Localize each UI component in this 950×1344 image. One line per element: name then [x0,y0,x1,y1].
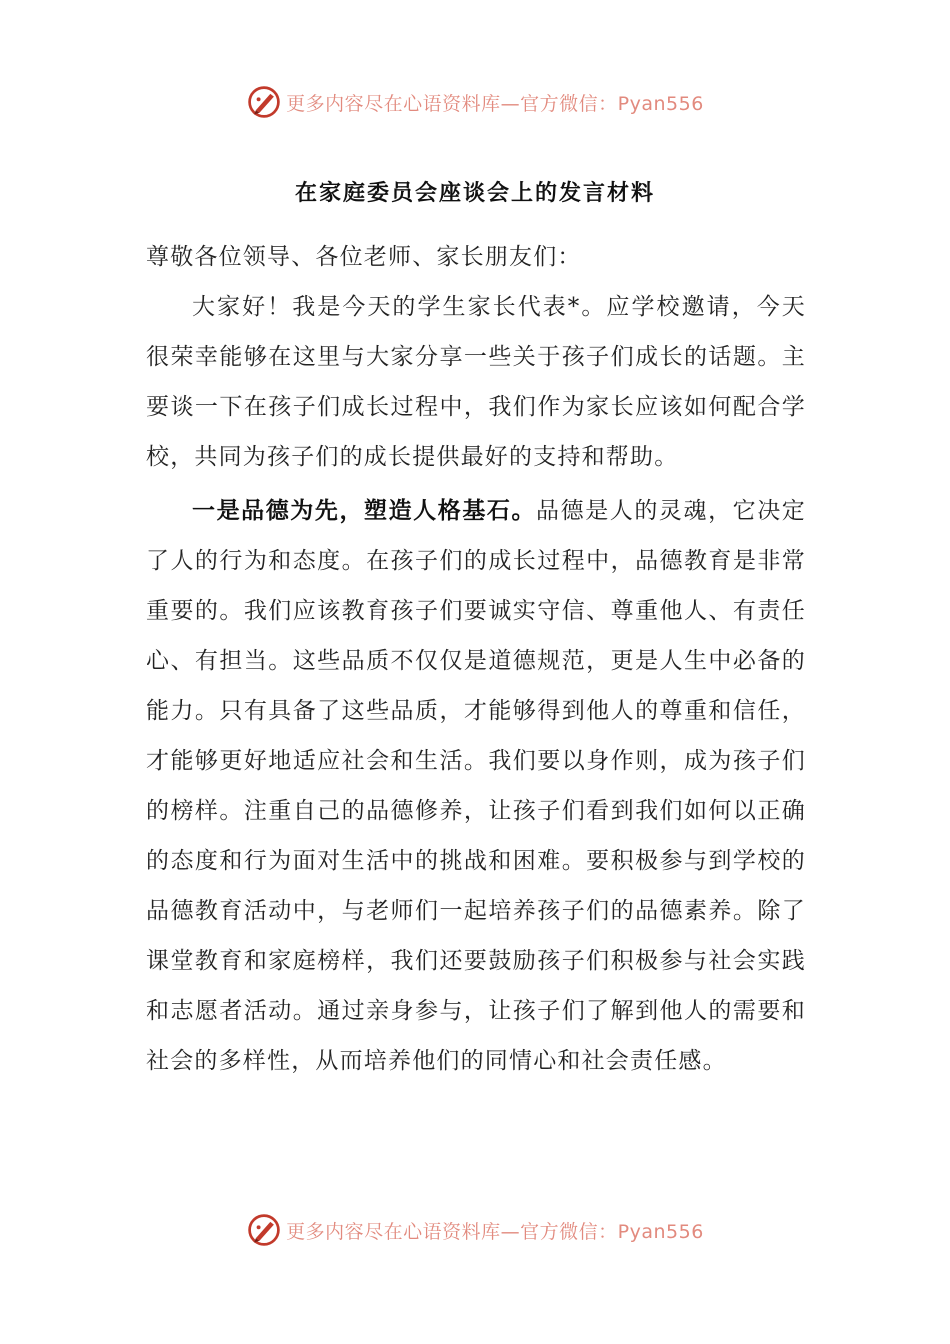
footer-banner-text: 更多内容尽在心语资料库—官方微信：Pyan556 [286,1220,704,1243]
document-body [146,232,806,1086]
header-banner-text: 更多内容尽在心语资料库—官方微信：Pyan556 [286,92,704,115]
footer-banner [0,1210,950,1250]
header-banner [0,82,950,122]
document-title: 在家庭委员会座谈会上的发言材料 [294,181,655,206]
paragraph-2-text: 品德是人的灵魂，它决定了人的行为和态度。在孩子们的成长过程中，品德教育是非常重要的。我们应该教育孩子们要诚实守信、尊重他人、有责任心、有担当。这些品质不仅仅是道德规范，更是人生中必备的能力。只有具备了这些品质，才能够得到他人的尊重和信任，才能够更好地适应社会和生活。我们要以身作则，成为孩子们的榜样。注重自己的品德修养，让孩子们看到我们如何以正确的态度和行为面对生活中的挑战和困难。要积极参与到学校的品德教育活动中，与老师们一起培养孩子们的品德素养。除了课堂教育和家庭榜样，我们还要鼓励孩子们积极参与社会实践和志愿者活动。通过亲身参与，让孩子们了解到他人的需要和社会的多样性，从而培养他们的同情心和社会责任感。 [146,498,806,1074]
pen-logo-icon [246,84,282,120]
paragraph-2-lead: 一是品德为先，塑造人格基石。 [192,498,537,524]
salutation: 尊敬各位领导、各位老师、家长朋友们： [146,244,582,270]
pen-logo-icon [246,1212,282,1248]
paragraph-1-text: 大家好！我是今天的学生家长代表*。应学校邀请，今天很荣幸能够在这里与大家分享一些关于孩子们成长的话题。主要谈一下在孩子们成长过程中，我们作为家长应该如何配合学校，共同为孩子们的成长提供最好的支持和帮助。 [146,294,806,470]
paragraph-1 [146,282,806,482]
paragraph-2 [146,486,806,1086]
